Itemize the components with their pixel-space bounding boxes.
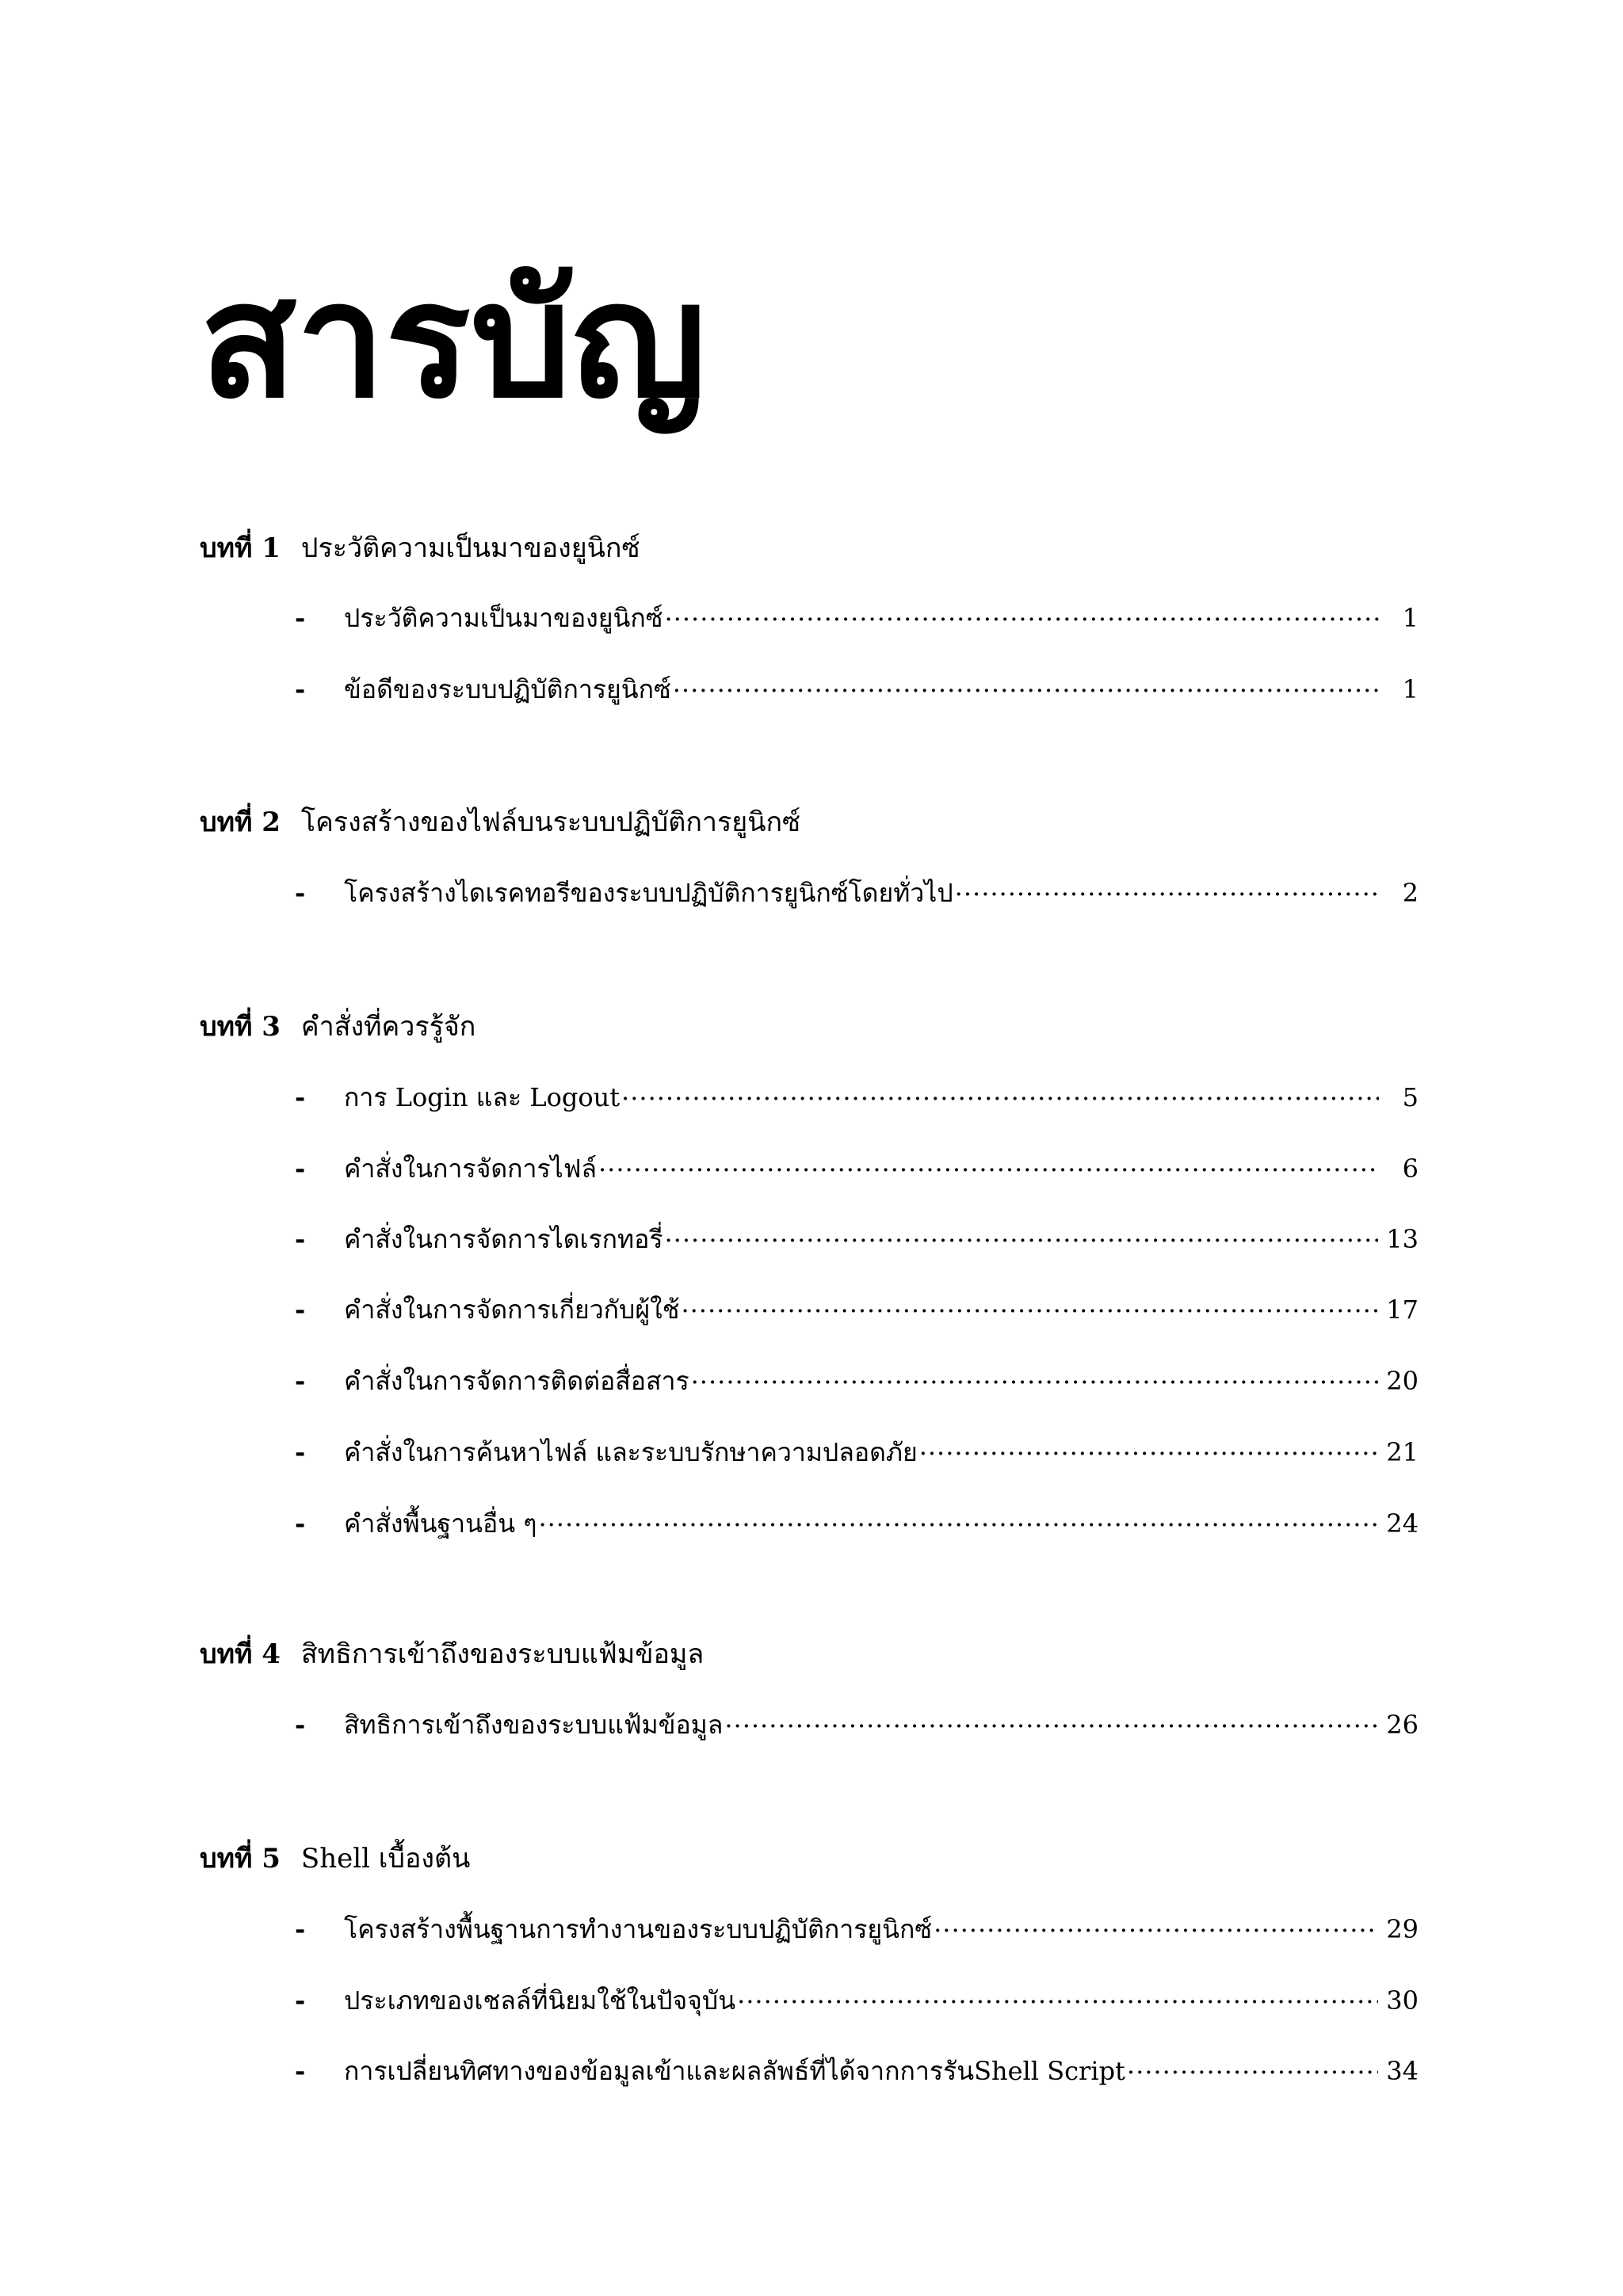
toc-entry[interactable] [295,1219,1419,1260]
bullet-dash: - [295,1295,306,1325]
toc-entry[interactable] [295,1705,1419,1745]
chapter-label: บทที่ 5 [200,1843,281,1875]
entry-text: ประเภทของเชลล์ที่นิยมใช้ในปัจจุบัน [344,1985,736,2016]
chapter-label: บทที่ 4 [200,1638,281,1670]
chapter-label: บทที่ 1 [200,532,281,564]
chapter-heading [200,1836,470,1879]
page-number: 1 [1402,603,1419,633]
page-number: 13 [1386,1224,1419,1254]
bullet-dash: - [295,1985,306,2016]
dot-leader [1127,2054,1378,2080]
dot-leader [598,1152,1379,1177]
entry-text: ข้อดีของระบบปฏิบัติการยูนิกซ์ [344,674,671,704]
toc-entry[interactable] [295,598,1419,639]
toc-entry[interactable] [295,1290,1419,1330]
bullet-dash: - [295,1082,306,1112]
entry-text: โครงสร้างไดเรคทอรีของระบบปฏิบัติการยูนิกซ์โดยทั่วไป [344,878,953,908]
page-number: 17 [1386,1295,1419,1325]
bullet-dash: - [295,1437,306,1467]
page-number: 20 [1386,1366,1419,1396]
entry-text: การ Login และ Logout [344,1082,621,1112]
dot-leader [934,1913,1378,1938]
toc-entry[interactable] [295,873,1419,913]
toc-entry[interactable] [295,1361,1419,1402]
chapter-title: ประวัติความเป็นมาของยูนิกซ์ [300,532,640,564]
page-number: 2 [1402,878,1419,908]
entry-text: การเปลี่ยนทิศทางของข้อมูลเข้าและผลลัพธ์ที่ได้จากการรันShell Script [344,2056,1125,2086]
bullet-dash: - [295,1508,306,1539]
entry-text: คำสั่งในการค้นหาไฟล์ และระบบรักษาความปลอดภัย [344,1437,918,1467]
page-title: สารบัญ [200,247,707,433]
page-number: 6 [1402,1154,1419,1184]
toc-entry[interactable] [295,1149,1419,1189]
toc-entry[interactable] [295,1981,1419,2021]
chapter-heading [200,1005,475,1047]
page-number: 34 [1386,2056,1419,2086]
dot-leader [665,1222,1379,1248]
dot-leader [673,673,1379,698]
dot-leader [919,1436,1379,1461]
chapter-title: สิทธิการเข้าถึงของระบบแฟ้มข้อมูล [300,1638,705,1670]
page-number: 5 [1402,1082,1419,1112]
dot-leader [681,1293,1378,1318]
dot-leader [737,1984,1378,2009]
bullet-dash: - [295,878,306,908]
dot-leader [691,1364,1379,1390]
bullet-dash: - [295,1224,306,1254]
toc-entry[interactable] [295,1504,1419,1544]
page-number: 29 [1386,1914,1419,1944]
chapter-label: บทที่ 2 [200,807,281,838]
dot-leader [538,1507,1378,1532]
bullet-dash: - [295,1154,306,1184]
dot-leader [621,1081,1379,1106]
dot-leader [955,876,1379,902]
page-number: 26 [1386,1710,1419,1740]
page-number: 1 [1402,674,1419,704]
dot-leader [724,1708,1378,1733]
entry-text: คำสั่งในการจัดการติดต่อสื่อสาร [344,1366,689,1396]
entry-text: คำสั่งในการจัดการเกี่ยวกับผู้ใช้ [344,1295,680,1325]
chapter-heading [200,526,640,569]
page-number: 21 [1386,1437,1419,1467]
bullet-dash: - [295,674,306,704]
toc-entry[interactable] [295,2051,1419,2092]
bullet-dash: - [295,1914,306,1944]
page-number: 24 [1386,1508,1419,1539]
chapter-title: คำสั่งที่ควรรู้จัก [300,1011,476,1043]
toc-entry[interactable] [295,1077,1419,1118]
toc-entry[interactable] [295,1432,1419,1473]
chapter-title: Shell เบื้องต้น [300,1843,471,1875]
entry-text: คำสั่งในการจัดการไดเรกทอรี่ [344,1224,663,1254]
entry-text: คำสั่งพื้นฐานอื่น ๆ [344,1508,537,1539]
chapter-heading [200,1632,704,1675]
chapter-title: โครงสร้างของไฟล์บนระบบปฏิบัติการยูนิกซ์ [300,807,801,838]
toc-entry[interactable] [295,669,1419,710]
entry-text: ประวัติความเป็นมาของยูนิกซ์ [344,603,663,633]
entry-text: คำสั่งในการจัดการไฟล์ [344,1154,597,1184]
page-number: 30 [1386,1985,1419,2016]
toc-entry[interactable] [295,1909,1419,1950]
dot-leader [665,601,1380,627]
entry-text: สิทธิการเข้าถึงของระบบแฟ้มข้อมูล [344,1710,724,1740]
chapter-heading [200,800,800,843]
bullet-dash: - [295,2056,306,2086]
chapter-label: บทที่ 3 [200,1011,281,1043]
entry-text: โครงสร้างพื้นฐานการทำงานของระบบปฏิบัติการยูนิกซ์ [344,1914,933,1944]
bullet-dash: - [295,1710,306,1740]
bullet-dash: - [295,603,306,633]
bullet-dash: - [295,1366,306,1396]
